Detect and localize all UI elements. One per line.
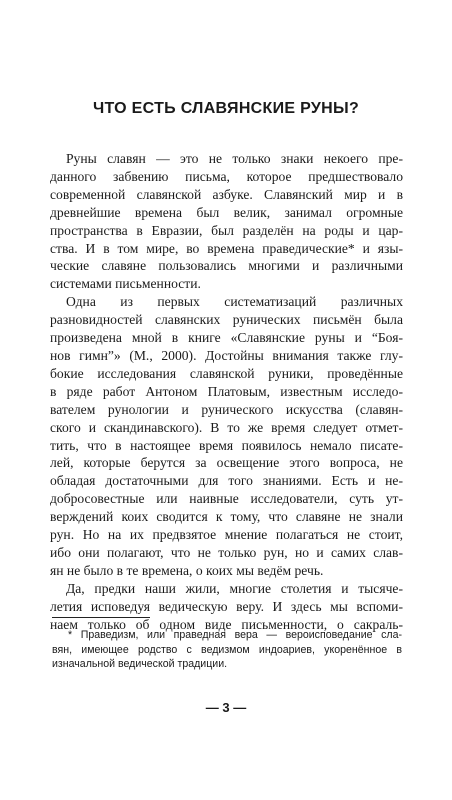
page-number: — 3 — [205,700,247,715]
text-line: системами письменности. [50,276,201,292]
footnote-line: вян, имеющее родство с ведизмом индоариев, укоренённое в [52,643,402,656]
text-line: верждений коих сводится к тому, что славяне не знали [50,509,403,525]
text-line: нов гимн”» (М., 2000). Достойны внимания также глу- [50,347,403,363]
footnote-divider [52,617,150,618]
text-line: вателем рунологии и рунического искусства (славян- [50,401,403,417]
text-line: наем только об одном виде письменности, о сакраль- [50,616,403,632]
paragraph-2 [50,293,403,580]
text-line: Руны славян — это не только знаки некоего пре- [66,151,403,166]
footnote [52,628,402,672]
text-line: разновидностей славянских рунических письмён была [50,312,403,328]
text-line: пространства в Евразии, был разделён на роды и цар- [50,222,403,238]
footnote-line: изначальной ведической традиции. [52,658,228,671]
text-line: ства. И в том мире, во времена праведические* и язы- [50,240,403,256]
text-line: лей, которые берутся за освещение этого вопроса, не [50,455,403,471]
text-line: ибо они полагают, что не только рун, но и самих слав- [50,544,403,560]
text-line: данного забвению письма, которое предшествовало [50,168,403,184]
text-line: ского и скандинавского). В то же время следует отмет- [50,419,403,435]
chapter-title: ЧТО ЕСТЬ СЛАВЯНСКИЕ РУНЫ? [92,100,360,117]
text-line: ческие славяне пользовались многими и различными [50,258,403,274]
body-text [50,150,403,633]
text-line: обладая достаточными для того знаниями. Есть и не- [50,473,403,489]
text-line: Одна из первых систематизаций различных [66,294,403,310]
text-line: произведена мной в книге «Славянские руны и “Боя- [50,330,403,346]
text-line: рун. Но на их предвзятое мнение полагаться не стоит, [50,527,403,543]
footnote-line: * Праведизм, или праведная вера — вероисповедание сла- [68,629,402,641]
text-line: в ряде работ Антоном Платовым, известным исследо- [50,383,403,399]
text-line: тить, что в настоящее время появилось немало писате- [50,437,403,453]
text-line: добросовестные или наивные исследователи, суть ут- [50,491,403,507]
text-line: ян не было в те времена, о коих мы ведём речь. [50,562,324,578]
paragraph-1 [50,150,403,293]
text-line: Да, предки наши жили, многие столетия и тысяче- [66,580,403,596]
text-line: современной славянской азбуке. Славянский мир и в [50,186,403,202]
paragraph-3 [50,580,403,634]
text-line: бокие исследования славянской руники, проведённые [50,365,403,381]
text-line: летия исповедуя ведическую веру. И здесь мы вспоми- [50,598,403,614]
text-line: древнейшие времена был велик, занимал огромные [50,204,403,220]
